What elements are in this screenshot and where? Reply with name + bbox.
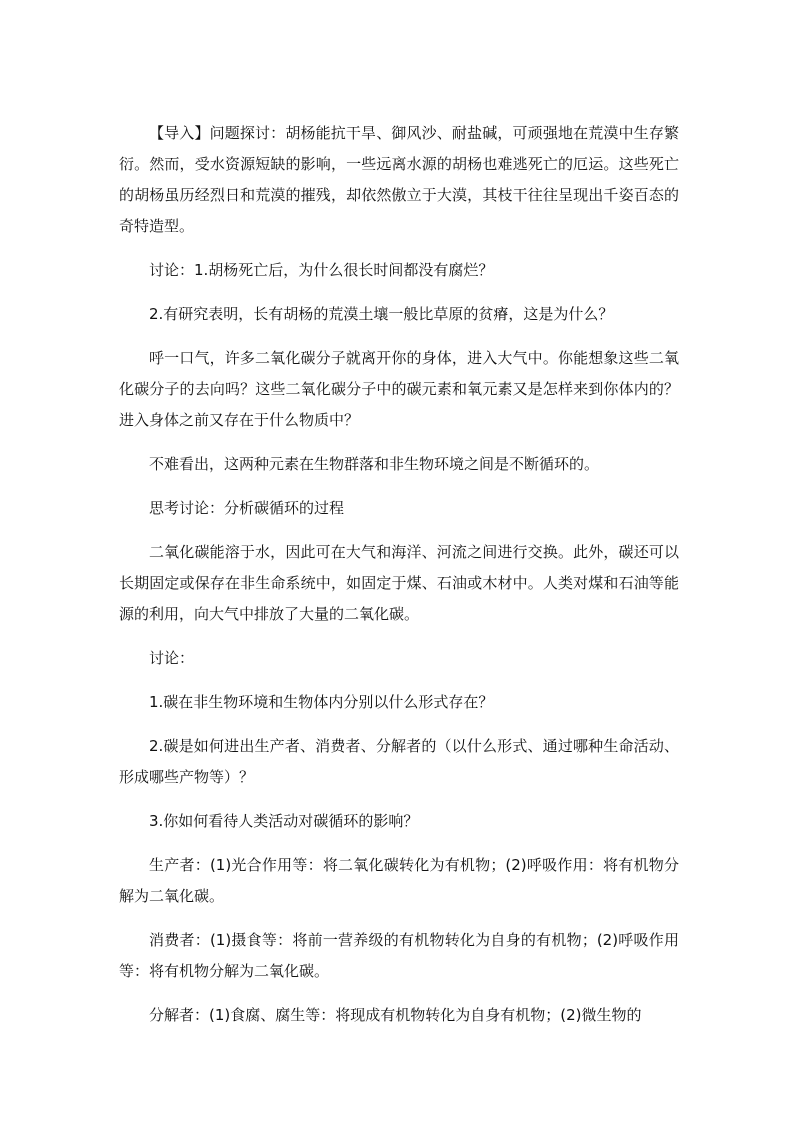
paragraph-discussion-1: 讨论：1.胡杨死亡后，为什么很长时间都没有腐烂？ xyxy=(149,261,494,279)
paragraph-decomposer: 分解者：(1)食腐、腐生等：将现成有机物转化为自身有机物；(2)微生物的 xyxy=(149,1006,642,1024)
paragraph-question-1: 1.碳在非生物环境和生物体内分别以什么形式存在？ xyxy=(149,693,494,711)
paragraph-think-discuss: 思考讨论：分析碳循环的过程 xyxy=(149,499,345,517)
paragraph-cycle-note: 不难看出，这两种元素在生物群落和非生物环境之间是不断循环的。 xyxy=(149,455,600,473)
paragraph-discussion-2: 2.有研究表明，长有胡杨的荒漠土壤一般比草原的贫瘠，这是为什么？ xyxy=(149,305,614,323)
paragraph-question-2: 2.碳是如何进出生产者、消费者、分解者的（以什么形式、通过哪种生命活动、形成哪些产物等）？ xyxy=(119,737,679,786)
paragraph-question-3: 3.你如何看待人类活动对碳循环的影响？ xyxy=(149,812,419,830)
document-body xyxy=(119,118,679,1044)
paragraph-breath: 呼一口气，许多二氧化碳分子就离开你的身体，进入大气中。你能想象这些二氧化碳分子的去向吗？这些二氧化碳分子中的碳元素和氧元素又是怎样来到你体内的？进入身体之前又存在于什么物质中？ xyxy=(119,349,679,429)
paragraph-producer: 生产者：(1)光合作用等：将二氧化碳转化为有机物；(2)呼吸作用：将有机物分解为二氧化碳。 xyxy=(119,856,679,905)
paragraph-discussion-heading: 讨论： xyxy=(149,649,195,667)
paragraph-co2-exchange: 二氧化碳能溶于水，因此可在大气和海洋、河流之间进行交换。此外，碳还可以长期固定或保存在非生命系统中，如固定于煤、石油或木材中。人类对煤和石油等能源的利用，向大气中排放了大量的二氧化碳。 xyxy=(119,543,679,623)
paragraph-consumer: 消费者：(1)摄食等：将前一营养级的有机物转化为自身的有机物；(2)呼吸作用等：将有机物分解为二氧化碳。 xyxy=(119,931,679,980)
paragraph-intro: 【导入】问题探讨：胡杨能抗干旱、御风沙、耐盐碱，可顽强地在荒漠中生存繁衍。然而，受水资源短缺的影响，一些远离水源的胡杨也难逃死亡的厄运。这些死亡的胡杨虽历经烈日和荒漠的摧残，却依然傲立于大漠，其枝干往往呈现出千姿百态的奇特造型。 xyxy=(119,124,679,235)
